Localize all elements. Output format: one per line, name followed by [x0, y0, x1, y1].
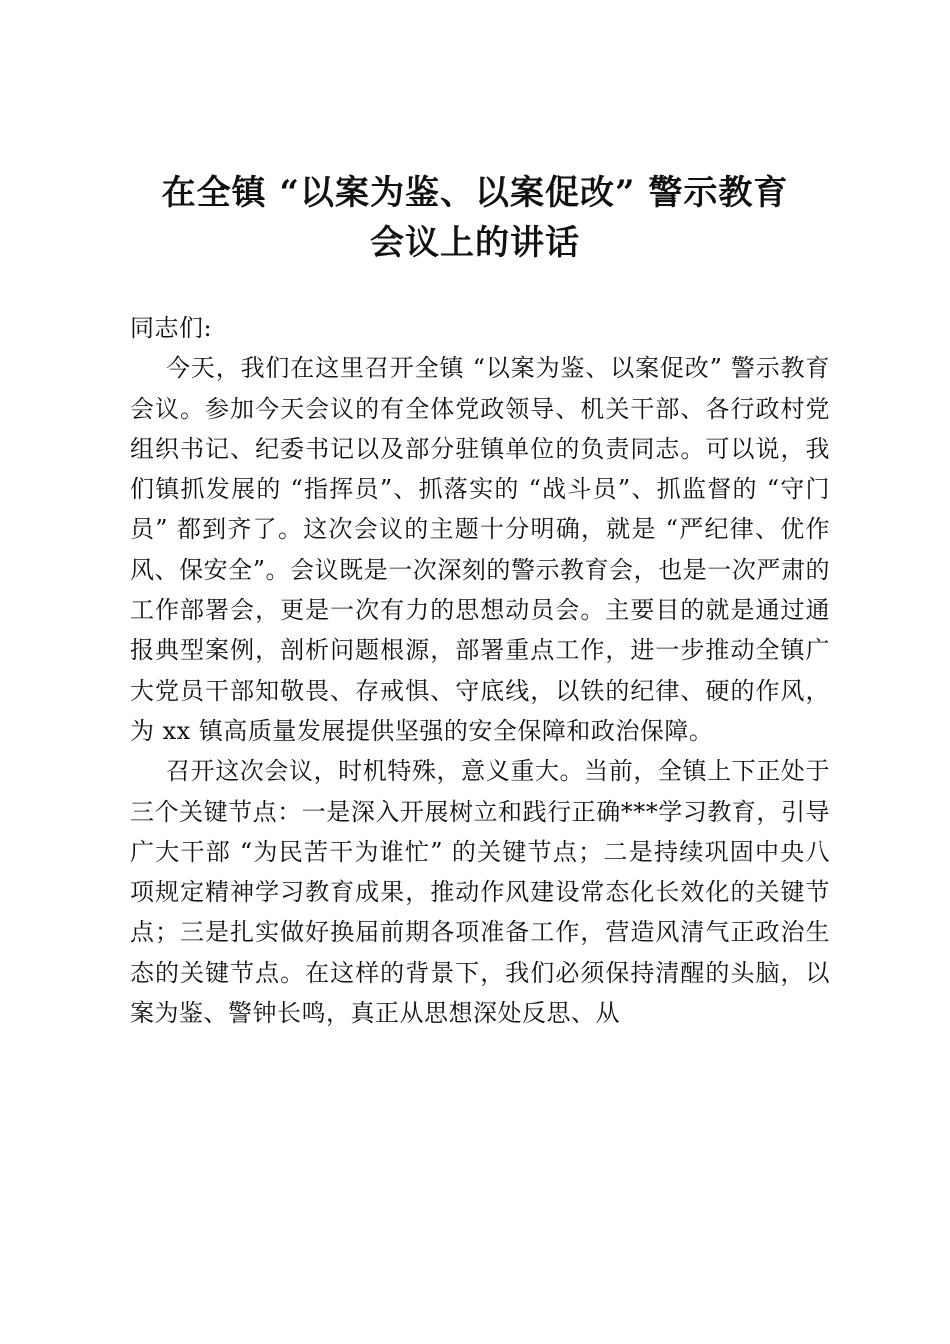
document-body — [130, 308, 830, 1033]
paragraph-1: 今天，我们在这里召开全镇 “以案为鉴、以案促改” 警示教育会议。参加今天会议的有全体党政领导、机关干部、各行政村党组织书记、纪委书记以及部分驻镇单位的负责同志。可以说，我们镇抓发展的 “指挥员”、抓落实的 “战斗员”、抓监督的 “守门员” 都到齐了。这次会议的主题十分明确，就是 “严纪律、优作风、保安全”。会议既是一次深刻的警示教育会，也是一次严肃的工作部署会，更是一次有力的思想动员会。主要目的就是通过通报典型案例，剖析问题根源，部署重点工作，进一步推动全镇广大党员干部知敬畏、存戒惧、守底线，以铁的纪律、硬的作风，为 xx 镇高质量发展提供坚强的安全保障和政治保障。 — [130, 354, 830, 745]
salutation: 同志们: — [130, 314, 213, 342]
title-line-1: 在全镇 “以案为鉴、以案促改” 警示教育 — [161, 173, 789, 213]
title-line-2: 会议上的讲话 — [370, 223, 580, 263]
paragraph-2: 召开这次会议，时机特殊，意义重大。当前，全镇上下正处于三个关键节点：一是深入开展树立和践行正确***学习教育，引导广大干部 “为民苦干为谁忙” 的关键节点；二是持续巩固中央八项规定精神学习教育成果，推动作风建设常态化长效化的关键节点；三是扎实做好换届前期各项准备工作，营造风清气正政治生态的关键节点。在这样的背景下，我们必须保持清醒的头脑，以案为鉴、警钟长鸣，真正从思想深处反思、从 — [130, 757, 830, 1028]
document-title — [0, 168, 950, 268]
